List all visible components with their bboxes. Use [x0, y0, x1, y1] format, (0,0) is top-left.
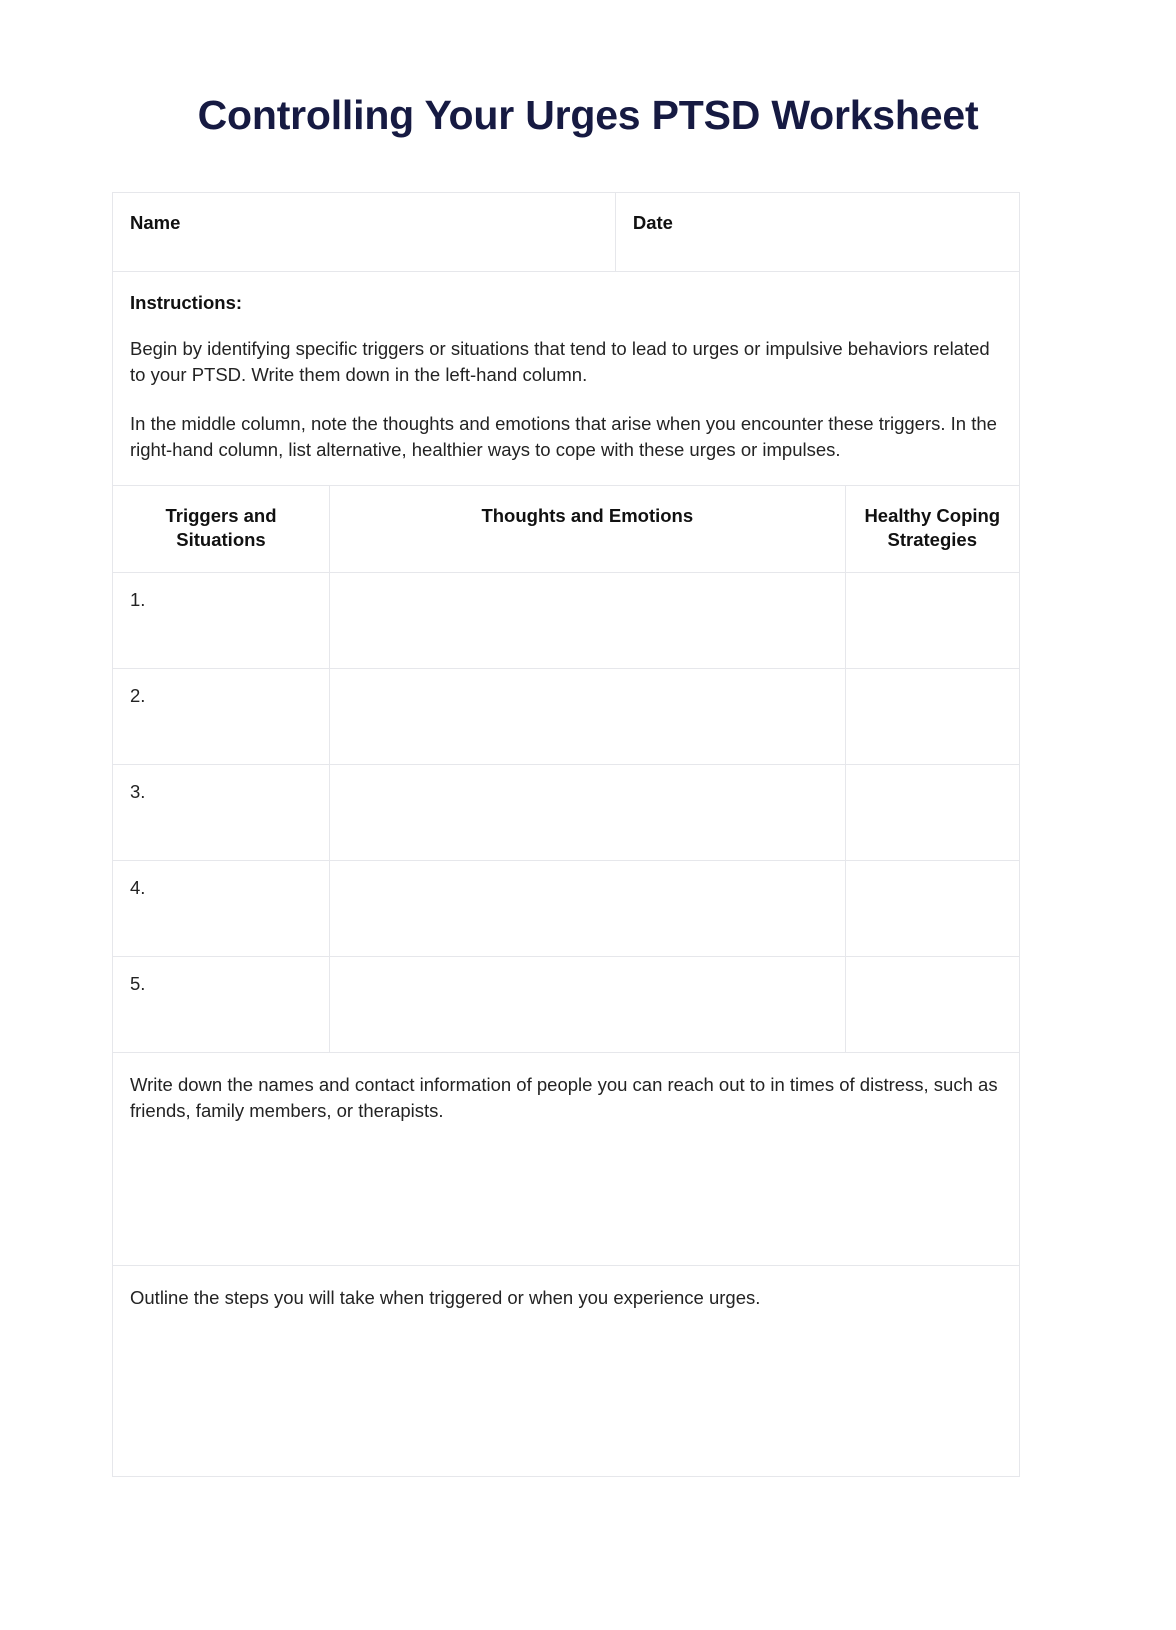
page-title: Controlling Your Urges PTSD Worksheet	[197, 92, 979, 138]
thoughts-cell-4[interactable]	[330, 861, 846, 957]
coping-cell-2[interactable]	[845, 669, 1019, 765]
support-contacts-section[interactable]	[113, 1053, 1019, 1266]
column-header-coping: Healthy Coping Strategies	[845, 486, 1019, 573]
column-header-thoughts: Thoughts and Emotions	[330, 486, 846, 573]
date-field-cell[interactable]	[616, 193, 1019, 271]
support-contacts-prompt: Write down the names and contact information of people you can reach out to in times of distress, such as friends, family members, or therapists.	[130, 1074, 998, 1122]
grid-table-body	[113, 573, 1019, 1053]
instructions-heading: Instructions:	[130, 292, 243, 313]
trigger-cell-1[interactable]: 1.	[113, 573, 330, 669]
trigger-cell-2[interactable]: 2.	[113, 669, 330, 765]
table-row	[113, 765, 1019, 861]
thoughts-cell-3[interactable]	[330, 765, 846, 861]
thoughts-cell-5[interactable]	[330, 957, 846, 1053]
trigger-cell-4[interactable]: 4.	[113, 861, 330, 957]
identity-row	[113, 193, 1019, 272]
table-row	[113, 573, 1019, 669]
date-label: Date	[632, 212, 673, 233]
urges-grid-table	[113, 486, 1019, 1053]
action-plan-prompt: Outline the steps you will take when triggered or when you experience urges.	[130, 1287, 761, 1309]
table-row	[113, 861, 1019, 957]
instructions-paragraph-1: Begin by identifying specific triggers or situations that tend to lead to urges or impulsive behaviors related to your PTSD. Write them down in the left-hand column.	[130, 338, 990, 386]
name-field-cell[interactable]	[113, 193, 616, 271]
coping-cell-3[interactable]	[845, 765, 1019, 861]
column-header-triggers: Triggers and Situations	[113, 486, 330, 573]
table-row	[113, 669, 1019, 765]
instructions-paragraph-2: In the middle column, note the thoughts and emotions that arise when you encounter these triggers. In the right-hand column, list alternative, healthier ways to cope with these urges or impulses.	[130, 412, 997, 460]
instructions-section	[113, 272, 1019, 486]
worksheet-form	[112, 192, 1020, 1477]
thoughts-cell-1[interactable]	[330, 573, 846, 669]
coping-cell-5[interactable]	[845, 957, 1019, 1053]
trigger-cell-5[interactable]: 5.	[113, 957, 330, 1053]
name-label: Name	[130, 212, 181, 233]
grid-header-row	[113, 486, 1019, 573]
table-row	[113, 957, 1019, 1053]
thoughts-cell-2[interactable]	[330, 669, 846, 765]
coping-cell-4[interactable]	[845, 861, 1019, 957]
grid-table-head	[113, 486, 1019, 573]
action-plan-section[interactable]	[113, 1266, 1019, 1477]
coping-cell-1[interactable]	[845, 573, 1019, 669]
trigger-cell-3[interactable]: 3.	[113, 765, 330, 861]
